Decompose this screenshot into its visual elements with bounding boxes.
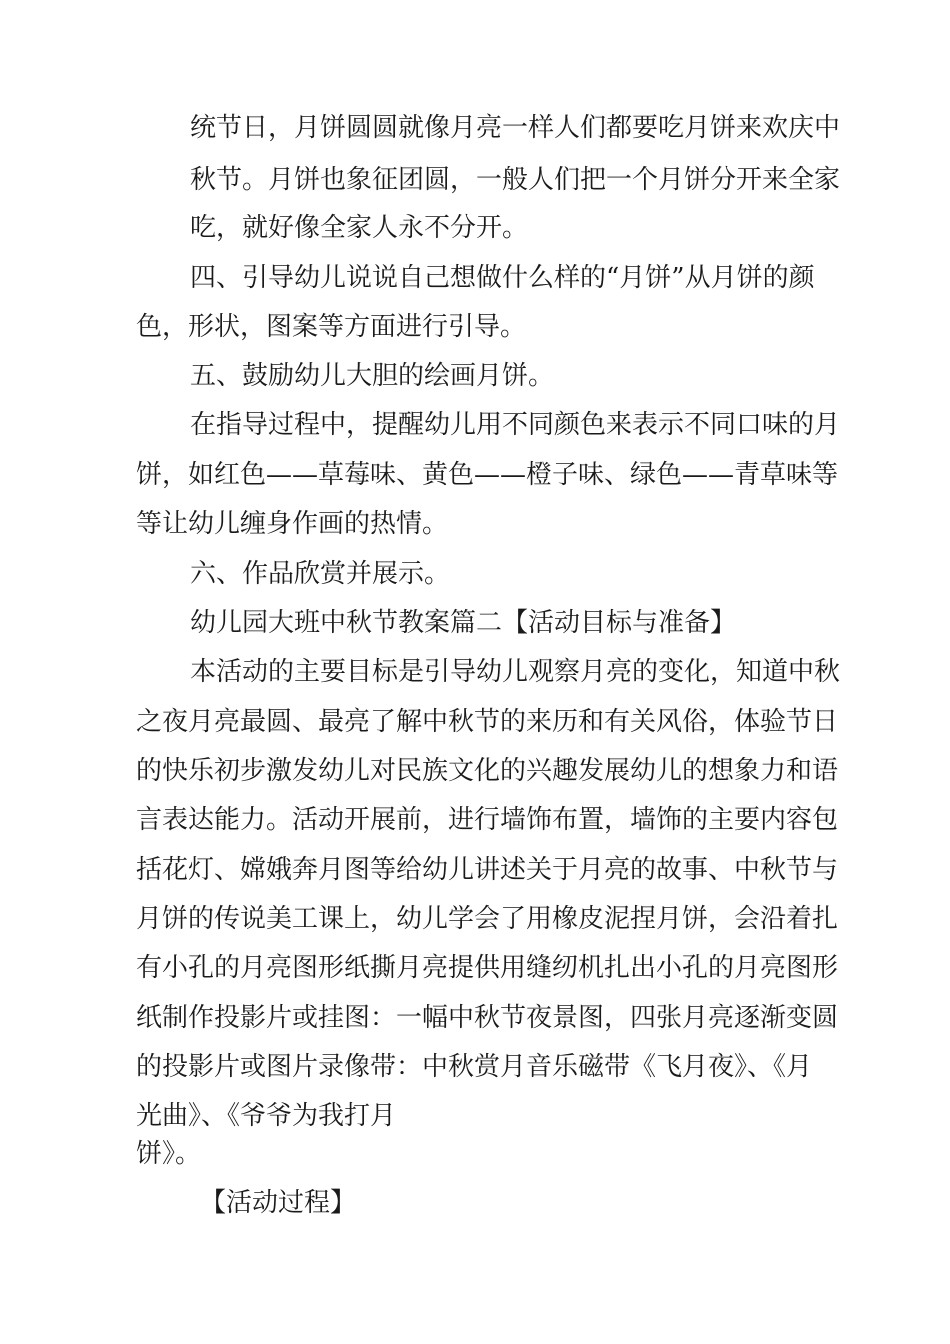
paragraph-line: 的快乐初步激发幼儿对民族文化的兴趣发展幼儿的想象力和语 [136,756,839,786]
paragraph-line: 有小孔的月亮图形纸撕月亮提供用缝纫机扎出小孔的月亮图形 [136,953,839,983]
paragraph-line: 秋节。月饼也象征团圆，一般人们把一个月饼分开来全家 [190,165,841,195]
section-heading: 幼儿园大班中秋节教案篇二【活动目标与准备】 [190,608,737,638]
paragraph-line: 言表达能力。活动开展前，进行墙饰布置，墙饰的主要内容包 [136,805,839,835]
paragraph-line: 括花灯、嫦娥奔月图等给幼儿讲述关于月亮的故事、中秋节与 [136,855,839,885]
paragraph-line: 色，形状，图案等方面进行引导。 [136,312,527,342]
paragraph-line: 四、引导幼儿说说自己想做什么样的“月饼”从月饼的颜 [190,263,815,293]
paragraph-line: 五、鼓励幼儿大胆的绘画月饼。 [190,361,555,391]
paragraph-line: 饼，如红色——草莓味、黄色——橙子味、绿色——青草味等 [136,460,839,490]
paragraph-line: 吃，就好像全家人永不分开。 [190,213,529,243]
paragraph-line: 等让幼儿缠身作画的热情。 [136,509,449,539]
paragraph-line: 之夜月亮最圆、最亮了解中秋节的来历和有关风俗，体验节日 [136,707,839,737]
paragraph-line: 月饼的传说美工课上，幼儿学会了用橡皮泥捏月饼，会沿着扎 [136,904,839,934]
paragraph-line: 的投影片或图片录像带：中秋赏月音乐磁带《飞月夜》、《月 [136,1052,813,1082]
paragraph-line: 纸制作投影片或挂图：一幅中秋节夜景图，四张月亮逐渐变圆 [136,1003,839,1033]
paragraph-line: 统节日，月饼圆圆就像月亮一样人们都要吃月饼来欢庆中 [190,113,841,143]
paragraph-line: 六、作品欣赏并展示。 [190,559,451,589]
paragraph-line: 在指导过程中，提醒幼儿用不同颜色来表示不同口味的月 [190,410,841,440]
paragraph-line: 饼》。 [136,1139,202,1169]
section-heading: 【活动过程】 [200,1188,357,1218]
paragraph-line: 光曲》、《爷爷为我打月 [136,1101,397,1131]
paragraph-line: 本活动的主要目标是引导幼儿观察月亮的变化，知道中秋 [190,657,841,687]
